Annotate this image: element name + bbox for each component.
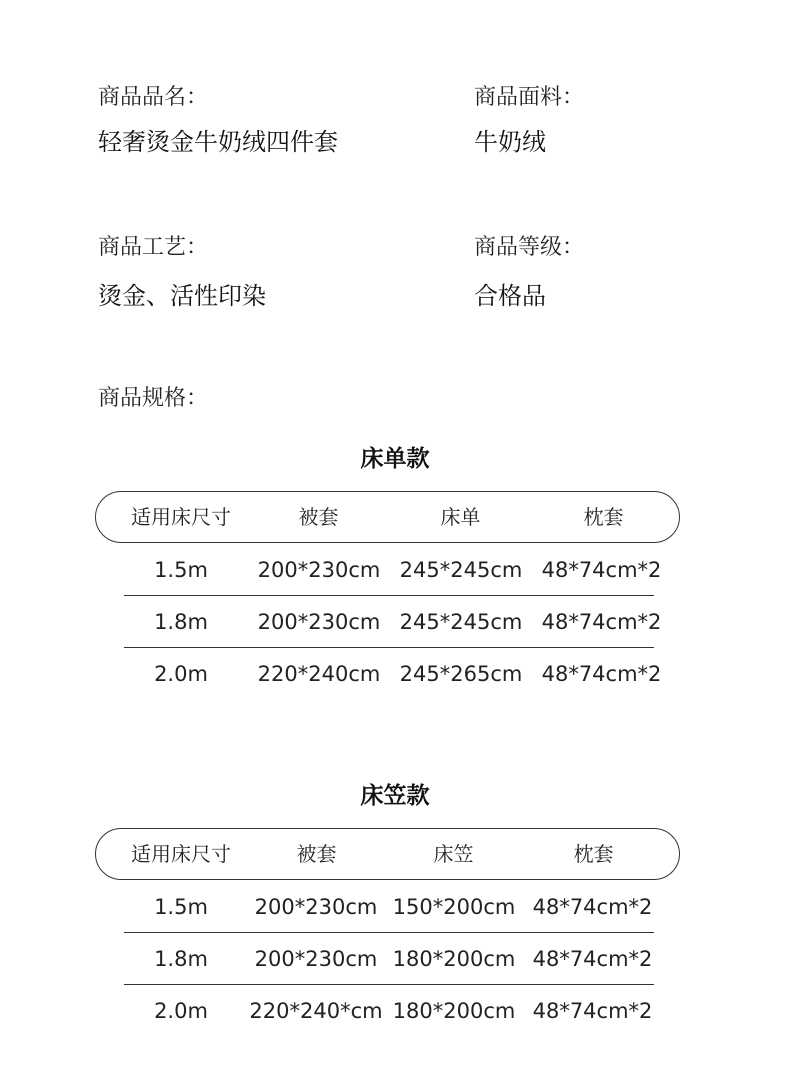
table-row: [0, 881, 790, 933]
sheet-cell-pillowcase: 48*74cm*2: [541, 610, 662, 634]
fitted-cell-duvet: 200*230cm: [254, 895, 378, 919]
fitted-header-fitted-sheet: 床笠: [433, 842, 474, 866]
table-row: [0, 648, 790, 700]
fitted-cell-pillowcase: 48*74cm*2: [532, 895, 653, 919]
fitted-table-title: 床笠款: [360, 783, 430, 809]
product-grade-value: 合格品: [474, 282, 546, 310]
fitted-cell-pillowcase: 48*74cm*2: [532, 999, 653, 1023]
fitted-cell-size: 1.5m: [154, 895, 208, 919]
fitted-cell-pillowcase: 48*74cm*2: [532, 947, 653, 971]
sheet-cell-duvet: 220*240cm: [257, 662, 381, 686]
sheet-cell-sheet: 245*245cm: [399, 558, 523, 582]
product-fabric-label: 商品面料：: [474, 85, 585, 110]
sheet-cell-pillowcase: 48*74cm*2: [541, 558, 662, 582]
sheet-cell-size: 1.8m: [154, 610, 208, 634]
sheet-cell-size: 1.5m: [154, 558, 208, 582]
fitted-cell-duvet: 200*230cm: [254, 947, 378, 971]
product-craft-label: 商品工艺：: [98, 235, 209, 260]
fitted-cell-size: 1.8m: [154, 947, 208, 971]
sheet-cell-duvet: 200*230cm: [257, 558, 381, 582]
fitted-header-bed-size: 适用床尺寸: [131, 842, 231, 866]
fitted-cell-fitted-sheet: 180*200cm: [392, 999, 516, 1023]
sheet-cell-size: 2.0m: [154, 662, 208, 686]
fitted-header-pillowcase: 枕套: [573, 842, 614, 866]
fitted-header-duvet: 被套: [296, 842, 337, 866]
sheet-cell-sheet: 245*265cm: [399, 662, 523, 686]
fitted-cell-duvet: 220*240*cm: [249, 999, 383, 1023]
table-row: [0, 544, 790, 596]
fitted-cell-size: 2.0m: [154, 999, 208, 1023]
table-row: [0, 596, 790, 648]
sheet-cell-duvet: 200*230cm: [257, 610, 381, 634]
product-craft-value: 烫金、活性印染: [98, 282, 266, 310]
sheet-cell-pillowcase: 48*74cm*2: [541, 662, 662, 686]
product-fabric-value: 牛奶绒: [474, 128, 546, 156]
sheet-header-sheet: 床单: [440, 505, 481, 529]
table-row: [0, 985, 790, 1037]
sheet-header-pillowcase: 枕套: [583, 505, 624, 529]
sheet-header-duvet: 被套: [298, 505, 339, 529]
table-row: [0, 933, 790, 985]
fitted-cell-fitted-sheet: 150*200cm: [392, 895, 516, 919]
product-spec-label: 商品规格：: [98, 386, 209, 411]
sheet-header-bed-size: 适用床尺寸: [131, 505, 231, 529]
sheet-cell-sheet: 245*245cm: [399, 610, 523, 634]
sheet-table-header: [95, 491, 680, 543]
product-name-value: 轻奢烫金牛奶绒四件套: [98, 128, 338, 156]
product-name-label: 商品品名：: [98, 85, 209, 110]
fitted-table-header: [95, 828, 680, 880]
sheet-table-title: 床单款: [360, 446, 430, 472]
fitted-cell-fitted-sheet: 180*200cm: [392, 947, 516, 971]
product-grade-label: 商品等级：: [474, 235, 585, 260]
